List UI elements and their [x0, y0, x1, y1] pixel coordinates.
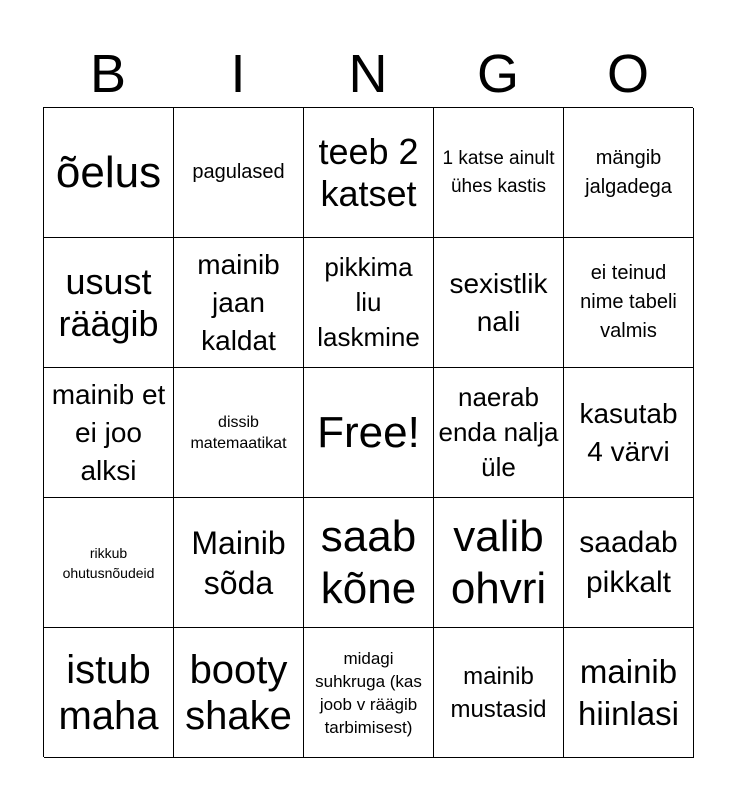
bingo-cell-text: mainib hiinlasi [578, 652, 679, 732]
header-letter-i: I [230, 44, 246, 104]
bingo-cell-r3c1[interactable] [44, 368, 174, 498]
bingo-cell-text: valib ohvri [450, 511, 547, 613]
bingo-cell-r2c1[interactable] [44, 238, 174, 368]
bingo-cell-text: kasutab 4 värvi [579, 397, 678, 467]
bingo-cell-r1c4[interactable] [434, 108, 564, 238]
bingo-cell-r5c2[interactable] [174, 628, 304, 758]
bingo-cell-r3c4[interactable] [434, 368, 564, 498]
bingo-cell-r1c1[interactable] [44, 108, 174, 238]
bingo-cell-r5c4[interactable] [434, 628, 564, 758]
header-letter-g: G [476, 44, 519, 104]
bingo-cell-text: ei teinud nime tabeli valmis [580, 262, 677, 342]
bingo-cell-r1c5[interactable] [564, 108, 694, 238]
bingo-cell-r5c5[interactable] [564, 628, 694, 758]
header-letter-o: O [606, 44, 649, 104]
bingo-cell-r1c3[interactable] [304, 108, 434, 238]
bingo-cell-text: dissib matemaatikat [190, 413, 287, 452]
bingo-cell-r2c3[interactable] [304, 238, 434, 368]
bingo-cell-text: 1 katse ainult ühes kastis [442, 147, 555, 197]
bingo-cell-text: saadab pikkalt [579, 525, 678, 599]
bingo-cell-text: Free! [317, 407, 420, 457]
bingo-cell-r4c2[interactable] [174, 498, 304, 628]
bingo-cell-r3c5[interactable] [564, 368, 694, 498]
bingo-cell-text: Mainib sõda [191, 524, 286, 601]
bingo-cell-text: usust räägib [58, 260, 159, 344]
bingo-cell-r2c5[interactable] [564, 238, 694, 368]
header-letter-n: N [348, 44, 388, 104]
bingo-cell-r2c4[interactable] [434, 238, 564, 368]
bingo-cell-text: mainib jaan kaldat [197, 248, 280, 356]
bingo-cell-text: õelus [55, 147, 162, 197]
bingo-cell-r4c4[interactable] [434, 498, 564, 628]
bingo-cell-text: mainib et ei joo alksi [51, 378, 166, 486]
bingo-cell-text: midagi suhkruga (kas joob v räägib tarbimisest) [315, 648, 422, 737]
bingo-cell-r4c5[interactable] [564, 498, 694, 628]
bingo-cell-text: mainib mustasid [450, 662, 547, 723]
bingo-cell-text: istub maha [58, 647, 159, 738]
bingo-cell-r3c3[interactable] [304, 368, 434, 498]
bingo-cell-r3c2[interactable] [174, 368, 304, 498]
bingo-cell-text: teeb 2 katset [318, 130, 419, 214]
bingo-cell-text: booty shake [185, 647, 292, 738]
bingo-cell-r1c2[interactable] [174, 108, 304, 238]
bingo-cell-r5c3[interactable] [304, 628, 434, 758]
header-letter-b: B [89, 44, 127, 104]
bingo-cell-text: rikkub ohutusnõudeid [62, 544, 155, 581]
bingo-cell-text: saab kõne [320, 511, 417, 613]
bingo-cell-r4c1[interactable] [44, 498, 174, 628]
bingo-cell-text: mängib jalgadega [585, 146, 672, 198]
bingo-board [43, 107, 693, 757]
bingo-header [43, 40, 693, 108]
bingo-cell-r2c2[interactable] [174, 238, 304, 368]
bingo-cell-r5c1[interactable] [44, 628, 174, 758]
bingo-cell-text: pagulased [192, 161, 285, 183]
bingo-cell-text: pikkima liu laskmine [317, 252, 420, 352]
bingo-cell-text: naerab enda nalja üle [438, 382, 559, 482]
bingo-cell-text: sexistlik nali [449, 267, 548, 337]
bingo-cell-r4c3[interactable] [304, 498, 434, 628]
